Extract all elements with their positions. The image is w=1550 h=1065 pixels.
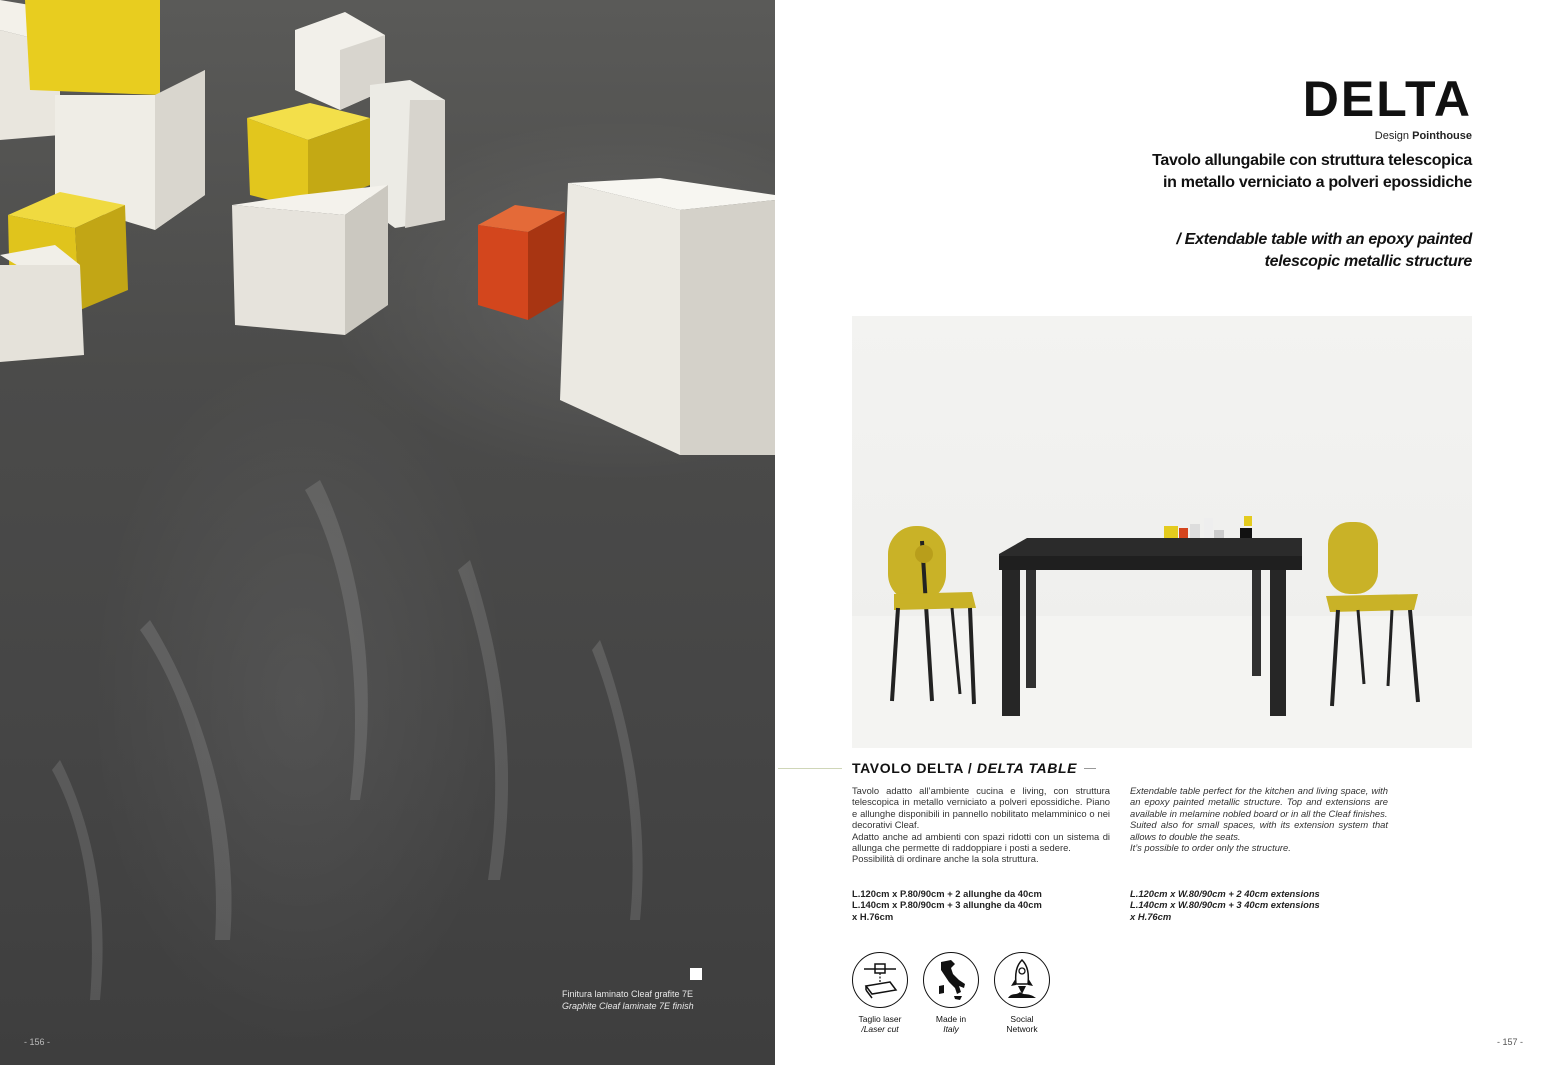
- laser-cut-icon: [852, 952, 908, 1008]
- product-photo: [852, 316, 1472, 748]
- yellow-cube-top: [25, 0, 160, 95]
- page-number-right: - 157 -: [1497, 1037, 1524, 1047]
- dimension-line: L.120cm x W.80/90cm + 2 40cm extensions: [1130, 888, 1320, 899]
- badge-social-network: [987, 952, 1057, 1034]
- caption-english: Graphite Cleaf laminate 7E finish: [562, 1001, 694, 1011]
- table-and-chairs-illustration: [852, 316, 1472, 748]
- designer-name: Pointhouse: [1412, 130, 1472, 142]
- italy-map-icon: [923, 952, 979, 1008]
- dimension-line: x H.76cm: [1130, 910, 1172, 922]
- badge-label-sub: Italy: [943, 1024, 959, 1034]
- subtitle-italian: Tavolo allungabile con struttura telescopica in metallo verniciato a polveri epossidiche: [1152, 152, 1472, 191]
- orange-cube: [478, 205, 565, 320]
- design-prefix: Design: [1374, 130, 1410, 142]
- dimension-line: x H.76cm: [852, 910, 894, 922]
- badge-label-sub: Network: [1006, 1024, 1038, 1034]
- caption-italian: Finitura laminato Cleaf grafite 7E: [562, 989, 694, 999]
- white-cube-under-yellow: [232, 185, 388, 335]
- dimension-line: L.140cm x W.80/90cm + 3 40cm extensions: [1130, 899, 1320, 911]
- floor-texture: [52, 480, 643, 1000]
- rocket-icon: [994, 952, 1050, 1008]
- photo-caption: [562, 988, 694, 1012]
- badge-label: Made in: [935, 1014, 967, 1024]
- dimensions-italian: [852, 888, 1042, 922]
- section-rule-left: [778, 768, 842, 769]
- subtitle-english: / Extendable table with an epoxy painted telescopic metallic structure: [1176, 231, 1472, 270]
- paragraph: Suited also for small spaces, with its extension system that allows to double the seats.: [1130, 819, 1388, 842]
- paragraph: Tavolo adatto all’ambiente cucina e living, con struttura telescopica in metallo verniciato a polveri epossidiche. Piano e allunghe disponibili in pannello nobilitato melamminico o nei decorativi Cleaf.: [852, 785, 1110, 831]
- paragraph: Possibilità di ordinare anche la sola struttura.: [852, 853, 1039, 865]
- paragraph: Adatto anche ad ambienti con spazi ridotti con un sistema di allunga che permette di raddoppiare i posti a sedere.: [852, 830, 1110, 854]
- section-heading: [852, 760, 1077, 776]
- section-title-italian: TAVOLO DELTA /: [852, 760, 973, 776]
- badge-label: Social: [1010, 1014, 1034, 1024]
- badge-made-in-italy: [916, 952, 986, 1034]
- section-rule-right: [1084, 768, 1096, 769]
- dimension-line: L.140cm x P.80/90cm + 3 allunghe da 40cm: [852, 899, 1042, 911]
- badge-label-sub: /Laser cut: [861, 1024, 899, 1034]
- white-cube-left-lower: [0, 245, 84, 362]
- finish-swatch: [690, 968, 702, 980]
- white-cube-large-right: [560, 178, 775, 455]
- paragraph: Extendable table perfect for the kitchen and living space, with an epoxy painted metallic structure. Top and extensions are available in melamine nobled board or in all the Cleaf finishes.: [1130, 785, 1388, 819]
- badge-label: Taglio laser: [858, 1014, 902, 1024]
- dimensions-english: [1130, 888, 1320, 922]
- description-italian: [852, 785, 1110, 865]
- badge-laser-cut: [845, 952, 915, 1034]
- table-cubes: [1164, 516, 1252, 538]
- designer-credit: [1375, 130, 1472, 142]
- page-number-left: - 156 -: [24, 1037, 51, 1047]
- dimension-line: L.120cm x P.80/90cm + 2 allunghe da 40cm: [852, 888, 1042, 899]
- product-title: DELTA: [1302, 71, 1472, 127]
- paragraph: It’s possible to order only the structure.: [1130, 842, 1291, 854]
- description-english: [1130, 785, 1388, 853]
- section-title-english: DELTA TABLE: [976, 760, 1078, 776]
